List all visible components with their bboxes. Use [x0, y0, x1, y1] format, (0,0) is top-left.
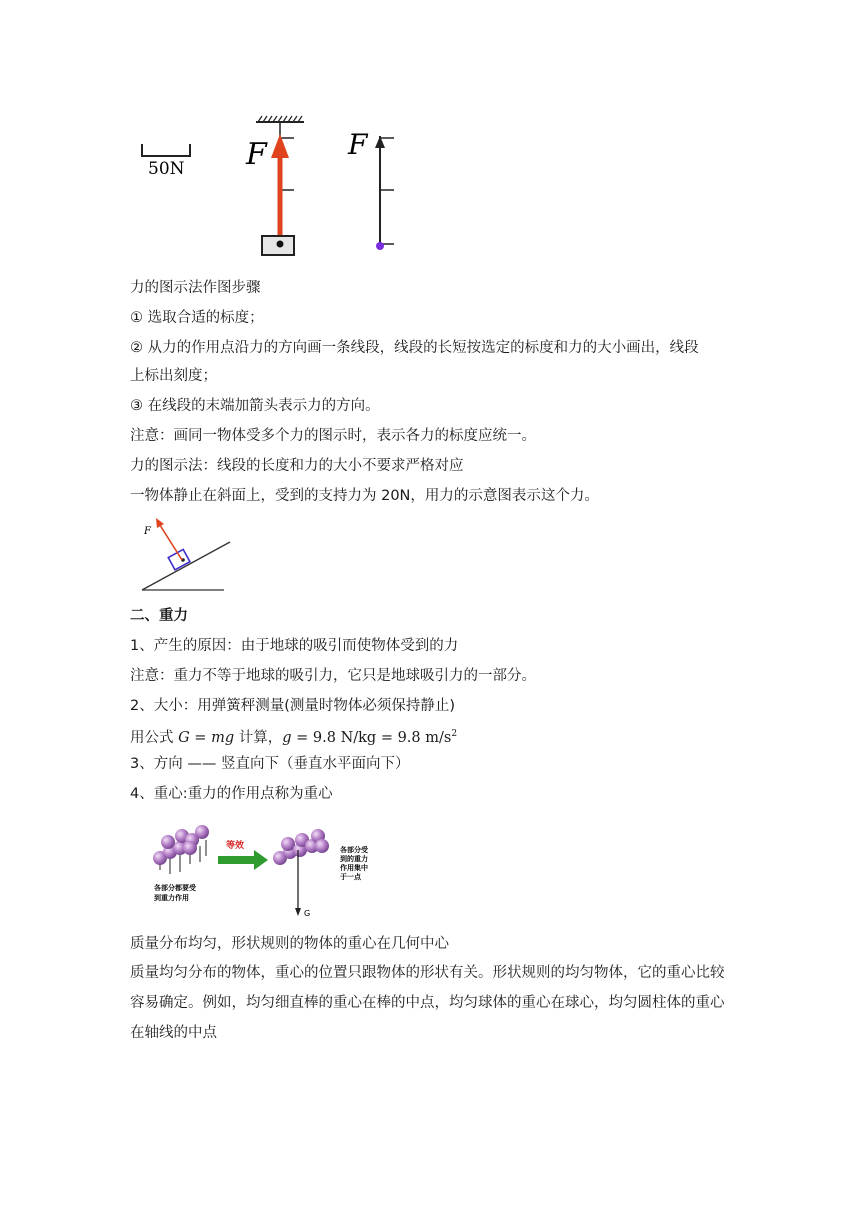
step-3: ③ 在线段的末端加箭头表示力的方向。: [130, 398, 380, 414]
uniform-center-paragraph: 质量均匀分布的物体，重心的位置只跟物体的形状有关。形状规则的均匀物体，它的重心比较容易确定。例如，均匀细直棒的重心在棒的中点，均匀球体的重心在球心，均匀圆柱体的重心在轴线的中点: [130, 965, 725, 1041]
right-caption-4: 于一点: [340, 873, 361, 881]
note-scale: 注意：画同一物体受多个力的图示时，表示各力的标度应统一。: [130, 428, 536, 444]
block-on-incline: [168, 549, 190, 569]
support-force-label: F: [144, 526, 151, 537]
gravity-heading: 二、重力: [130, 608, 188, 624]
application-point: [376, 242, 384, 250]
gravity-cause-note: 注意：重力不等于地球的吸引力，它只是地球吸引力的一部分。: [130, 668, 536, 684]
steps-heading: 力的图示法作图步骤: [130, 280, 261, 296]
gravity-cause: 1、产生的原因：由于地球的吸引而使物体受到的力: [130, 638, 459, 654]
g-label: G: [304, 909, 311, 918]
force-label-a: F: [246, 137, 267, 172]
gravity-direction: 3、方向 —— 竖直向下（垂直水平面向下）: [130, 756, 410, 772]
gravity-formula: 用公式 G = mg 计算，g = 9.8 N/kg = 9.8 $m/s^2$: [130, 729, 458, 746]
force-label-b: F: [348, 128, 368, 161]
example-problem: 一物体静止在斜面上，受到的支持力为 20N，用力的示意图表示这个力。: [130, 488, 599, 504]
equivalent-label: 等效: [226, 841, 245, 851]
left-ball-cluster: [153, 825, 209, 874]
step-2: ② 从力的作用点沿力的方向画一条线段，线段的长短按选定的标度和力的大小画出，线段: [130, 340, 699, 356]
right-ball-cluster: [273, 829, 329, 865]
right-caption-1: 各部分受: [340, 846, 368, 854]
left-caption-2: 到重力作用: [154, 894, 189, 902]
gravity-center: 4、重心:重力的作用点称为重心: [130, 786, 333, 802]
gravity-magnitude: 2、大小：用弹簧秤测量(测量时物体必须保持静止): [130, 698, 456, 714]
incline-figure: [136, 514, 246, 596]
center-of-gravity-figure: [146, 818, 396, 922]
left-caption-1: 各部分都要受: [154, 884, 196, 892]
box-point: [277, 241, 284, 248]
force-diagram-figure: [130, 108, 420, 258]
step-2-continued: 上标出刻度；: [130, 368, 217, 384]
gravity-vector-head: [295, 908, 301, 916]
incline-line: [142, 542, 230, 590]
support-force-arrow: [158, 522, 182, 560]
right-caption-2: 到的重力: [340, 855, 368, 863]
equivalent-arrow: [218, 850, 268, 870]
scale-bracket: [142, 144, 190, 156]
right-caption-3: 作用集中: [340, 864, 368, 872]
uniform-center-rule: 质量分布均匀，形状规则的物体的重心在几何中心: [130, 936, 449, 952]
scale-label: 50N: [148, 159, 185, 179]
step-1: ① 选取合适的标度；: [130, 310, 264, 326]
definition: 力的图示法：线段的长度和力的大小不要求严格对应: [130, 458, 464, 474]
